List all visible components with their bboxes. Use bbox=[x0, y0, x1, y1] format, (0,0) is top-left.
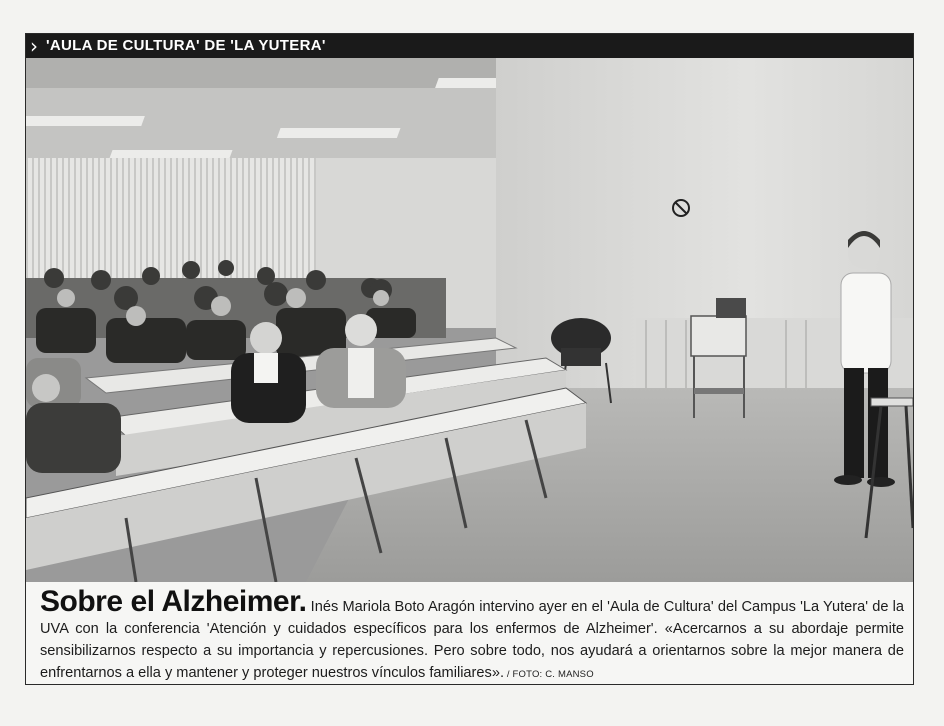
caption-body: Inés Mariola Boto Aragón intervino ayer en el 'Aula de Cultura' del Campus 'La Yutera' de la UVA con la conferencia 'Atención y cuidados específicos para los enfermos de Alzheimer'. «Acercarnos a su abordaje permite sensibilizarnos respecto a su importancia y repercusiones. Pero sobre todo, nos ayudará a orientarnos sobre la mejor manera de enfrentarnos a ella y mantener y proteger nuestros vínculos familiares». bbox=[40, 599, 905, 681]
chevron-right-icon: › bbox=[30, 34, 38, 58]
newspaper-clipping bbox=[25, 33, 914, 685]
section-header-bar bbox=[26, 34, 913, 58]
photo-credit: / FOTO: C. MANSO bbox=[504, 669, 594, 680]
lecture-photo bbox=[26, 58, 913, 582]
caption-headline: Sobre el Alzheimer. bbox=[40, 585, 307, 618]
photo-caption bbox=[40, 585, 905, 686]
section-title: 'AULA DE CULTURA' DE 'LA YUTERA' bbox=[46, 37, 326, 54]
